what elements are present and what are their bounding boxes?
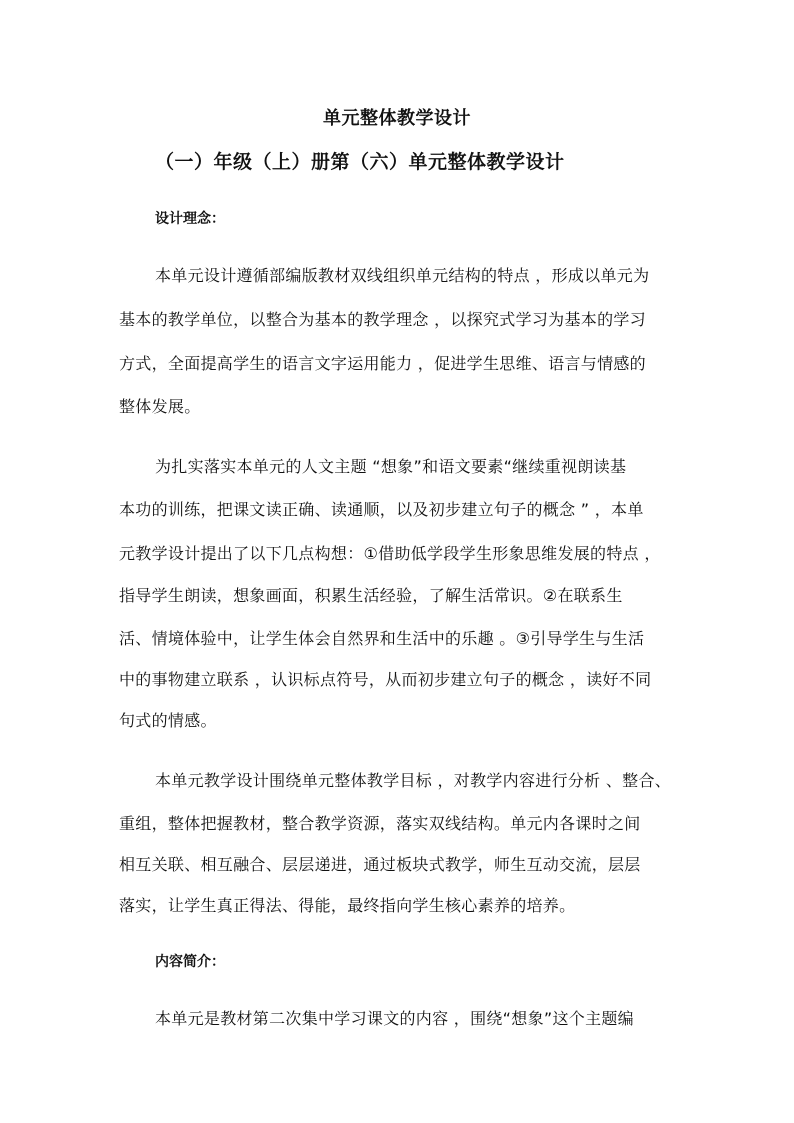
section-heading-intro: 内容简介： — [155, 954, 225, 970]
paragraph-line: 元教学设计提出了以下几点构想：①借助低学段学生形象思维发展的特点 ， — [119, 544, 661, 563]
paragraph-line: 整体发展。 — [119, 397, 201, 416]
paragraph-line: 本单元设计遵循部编版教材双线组织单元结构的特点 ，形成以单元为 — [155, 266, 650, 285]
section-heading-concept: 设计理念： — [155, 211, 225, 227]
paragraph-line: 指导学生朗读，想象画面，积累生活经验，了解生活常识。②在联系生 — [119, 586, 623, 605]
paragraph-line: 活、情境体验中，让学生体会自然界和生活中的乐趣 。③引导学生与生活 — [119, 629, 645, 648]
paragraph-line: 相互关联、相互融合、层层递进，通过板块式教学，师生互动交流，层层 — [119, 855, 641, 874]
paragraph-line: 为扎实落实本单元的人文主题 “想象”和语文要素“继续重视朗读基 — [155, 457, 627, 476]
paragraph-line: 本单元是教材第二次集中学习课文的内容 ，围绕“想象”这个主题编 — [155, 1009, 634, 1028]
paragraph-line: 句式的情感。 — [119, 711, 217, 730]
paragraph-line: 方式，全面提高学生的语言文字运用能力 ，促进学生思维、语言与情感的 — [119, 354, 646, 373]
paragraph-line: 中的事物建立联系 ，认识标点符号，从而初步建立句子的概念 ，读好不同 — [119, 670, 652, 689]
paragraph-line: 本单元教学设计围绕单元整体教学目标 ，对教学内容进行分析 、整合、 — [155, 771, 672, 790]
document-subtitle: （一）年级（上）册第（六）单元整体教学设计 — [155, 151, 565, 173]
paragraph-line: 本功的训练，把课文读正确、读通顺，以及初步建立句子的概念 ” ，本单 — [119, 500, 644, 519]
paragraph-line: 重组，整体把握教材，整合教学资源，落实双线结构。单元内各课时之间 — [119, 814, 641, 833]
paragraph-line: 基本的教学单位，以整合为基本的教学理念 ，以探究式学习为基本的学习 — [119, 310, 646, 329]
document-title: 单元整体教学设计 — [323, 108, 471, 129]
paragraph-line: 落实，让学生真正得法、得能，最终指向学生核心素养的培养。 — [119, 896, 576, 915]
